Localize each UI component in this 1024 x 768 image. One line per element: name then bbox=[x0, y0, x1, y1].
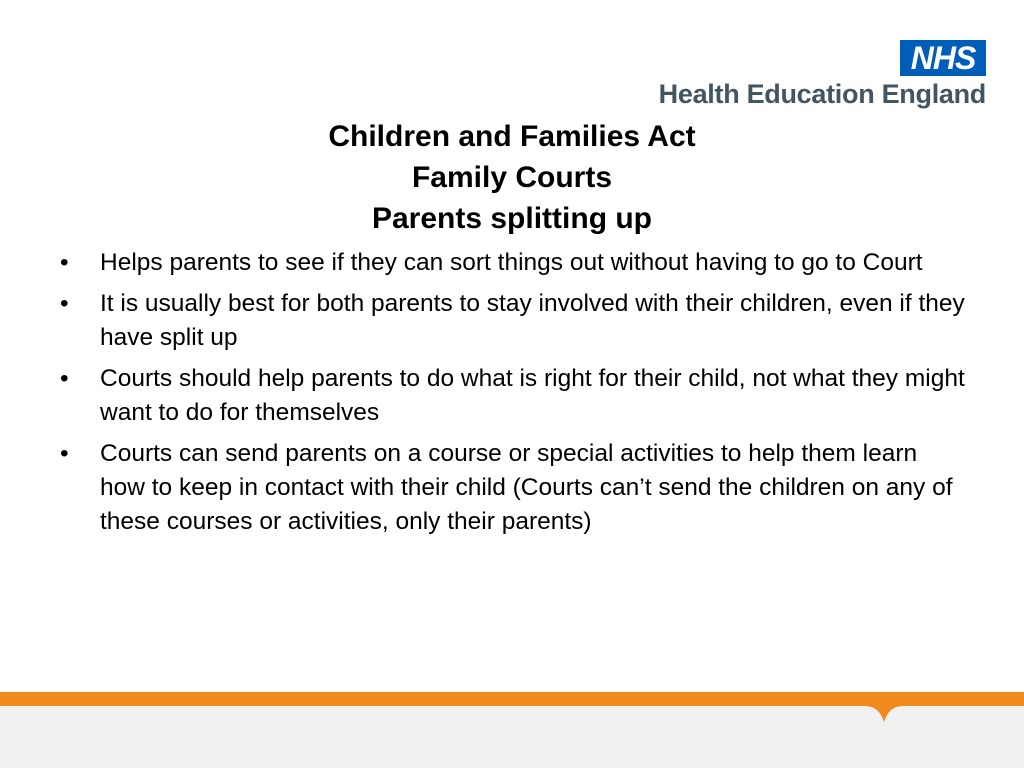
bullet-text: Courts can send parents on a course or special activities to help them learn how to keep in contact with their child (Courts can’t send the children on any of these courses or activities, only their parents) bbox=[100, 440, 953, 535]
bullet-marker: • bbox=[60, 365, 69, 392]
organisation-name: Health Education England bbox=[658, 79, 986, 109]
title-line-1: Children and Families Act bbox=[328, 120, 696, 153]
list-item bbox=[56, 287, 966, 355]
nhs-badge: NHS bbox=[900, 40, 986, 76]
title-line-3: Parents splitting up bbox=[371, 202, 653, 235]
slide-title bbox=[0, 116, 1024, 239]
bullet-list bbox=[56, 246, 966, 546]
list-item bbox=[56, 362, 966, 430]
bullet-text: Courts should help parents to do what is right for their child, not what they might want to do for themselves bbox=[100, 365, 965, 426]
bullet-marker: • bbox=[60, 249, 69, 276]
list-item bbox=[56, 246, 966, 280]
bullet-marker: • bbox=[60, 290, 69, 317]
bullet-text: Helps parents to see if they can sort things out without having to go to Court bbox=[100, 249, 923, 276]
footer-orange-band bbox=[0, 692, 1024, 706]
title-line-2: Family Courts bbox=[411, 161, 613, 194]
footer-notch-shape bbox=[864, 706, 904, 724]
bullet-text: It is usually best for both parents to stay involved with their children, even if they have split up bbox=[100, 290, 965, 351]
list-item bbox=[56, 437, 966, 539]
bullet-marker: • bbox=[60, 440, 69, 467]
nhs-hee-logo bbox=[636, 40, 986, 112]
